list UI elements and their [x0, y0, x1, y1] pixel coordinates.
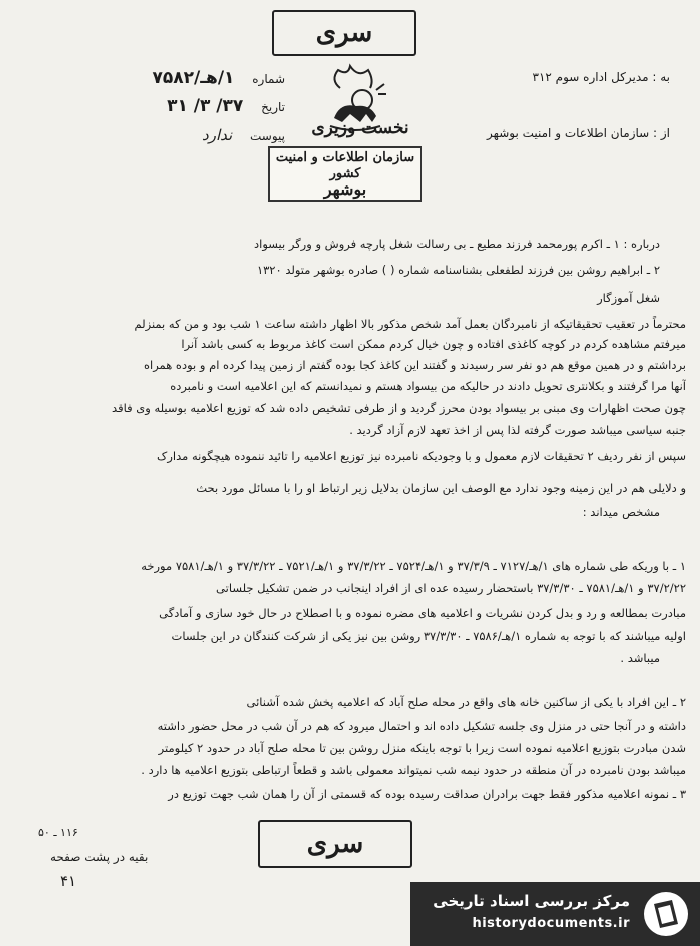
body-line: سپس از نفر ردیف ۲ تحقیقات لازم معمول و با وجودیکه نامبرده نیز توزیع اعلامیه را تائید ننموده هیچگونه مدارک [157, 449, 686, 463]
letter-attachment [202, 126, 285, 144]
continued-note: بقیه در پشت صفحه [50, 850, 149, 864]
archive-watermark [410, 882, 700, 946]
archive-title: مرکز بررسی اسناد تاریخی [433, 892, 630, 910]
body-line: و دلایلی هم در این زمینه وجود ندارد مع الوصف این سازمان بدلایل زیر ارتباط او را با مسائل مورد بحث [196, 481, 686, 495]
archive-logo-icon [642, 890, 690, 938]
ministry-title: نخست وزیری [311, 118, 409, 138]
body-line: شدن مبادرت بتوزیع اعلامیه نموده است زیرا با توجه باینکه منزل روشن بین تا محله صلح آباد در حدود ۲ کیلومتر [158, 741, 686, 755]
body-line: میرفتم مشاهده کردم در کوچه کاغذی افتاده و چون خیال کردم ممکن است کاغذ مربوط به کسی باشد آنرا [181, 337, 686, 351]
body-line: محترماً در تعقیب تحقیقاتیکه از نامبردگان بعمل آمد شخص مذکور بالا اظهار داشته ساعت ۱ شب بود و من که بمنزلم [134, 317, 686, 331]
seal-line-1: سازمان اطلاعات و امنیت کشور [275, 150, 415, 181]
body-line: ۱ ـ با وریکه طی شماره های ۱/هـ/۷۱۲۷ ـ ۳۷/۳/۹ و ۱/هـ/۷۵۲۴ ـ ۳۷/۳/۲۲ و ۱/هـ/۷۵۲۱ ـ ۳۷/۳/۲۲ و ۱/هـ/۷۵۸۱ مورخه [141, 559, 686, 573]
body-line: برداشتم و در همین موقع هم دو نفر سر رسیدند و گفتند این کاغذ کجا بوده گفتم از زمین پیدا کرده ام و بوده همراه [143, 358, 686, 372]
body-line: ۳۷/۲/۲۲ و ۱/هـ/۷۵۸۱ ـ ۳۷/۳/۳۰ باستحضار رسیده عده ای از افراد اینجانب در ضمن تشکیل جلساتی [216, 581, 686, 595]
attachment-value: ندارد [202, 126, 233, 144]
body-line: مشخص میداند : [582, 505, 660, 519]
letter-number [153, 68, 285, 88]
seal-line-2: بوشهر [323, 180, 367, 199]
body-line: ۲ ـ ابراهیم روشن بین فرزند لطفعلی بشناسنامه شماره ( ) صادره بوشهر متولد ۱۳۲۰ [256, 263, 660, 277]
date-label: تاریخ [261, 100, 285, 114]
date-value: ۳۷/ ۳/ ۳۱ [167, 96, 244, 116]
body-line: آنها مرا گرفتند و بکلانتری تحویل دادند در حالیکه من بیسواد هستم و نمیدانستم که این اعلامیه است و نامبرده [170, 379, 686, 393]
body-line: داشته و در آنجا حتی در منزل وی جلسه تشکیل داده اند و احتمال میرود که هم در آن شب در محل حضور داشته [157, 719, 686, 733]
recipient-line: به : مدیرکل اداره سوم ۳۱۲ [532, 70, 670, 84]
archive-url: historydocuments.ir [472, 916, 630, 931]
body-line: ۲ ـ این افراد با یکی از ساکنین خانه های واقع در محله صلح آباد که اعلامیه پخش شده آشنائی [246, 695, 686, 709]
classification-text-top: سری [315, 18, 373, 48]
body-line: اولیه میباشند که با توجه به شماره ۱/هـ/۷۵۸۶ ـ ۳۷/۳/۳۰ روشن بین نیز یکی از شرکت کنندگان در این جلسات [171, 629, 686, 643]
page-initials: ۴۱ [60, 872, 77, 890]
sender-line: از : سازمان اطلاعات و امنیت بوشهر [487, 126, 670, 140]
number-value: ۱/هـ/۷۵۸۲ [152, 68, 235, 88]
classification-text-bottom: سری [306, 829, 364, 859]
body-line: چون صحت اظهارات وی مبنی بر بیسواد بودن محرز گردید و از طرفی تشخیص داده شد که توزیع اعلامیه بوسیله وی فاقد [112, 401, 686, 415]
classification-stamp-bottom [258, 820, 412, 868]
body-line: جنبه سیاسی میباشد صورت گرفته لذا پس از اخذ تعهد لازم آزاد گردید . [349, 423, 686, 437]
body-line: ۳ ـ نمونه اعلامیه مذکور فقط جهت برادران صداقت رسیده بوده که قسمتی از آن را همان شب جهت توزیع در [168, 787, 686, 801]
body-line: شغل آموزگار [597, 291, 660, 305]
letter-date [167, 96, 285, 116]
body-line: مبادرت بمطالعه و رد و بدل کردن نشریات و اعلامیه های مضره نموده و با اصطلاح در حال خود سازی و آمادگی [159, 606, 686, 620]
classification-stamp-top [272, 10, 416, 56]
page-code: ۱۱۶ ـ ۵۰ [38, 826, 78, 839]
number-label: شماره [252, 72, 285, 86]
body-line: میباشد بودن نامبرده در آن منطقه در حدود نیمه شب نمیتواند معمولی باشد و قطعاً ارتباطی بتوزیع اعلامیه ها دارد . [141, 763, 686, 777]
agency-seal [268, 146, 422, 202]
body-line: میباشد . [620, 651, 660, 665]
body-line: درباره : ۱ ـ اکرم پورمحمد فرزند مطیع ـ بی رسالت شغل پارچه فروش و ورگر بیسواد [254, 237, 660, 251]
attachment-label: پیوست [250, 129, 285, 143]
